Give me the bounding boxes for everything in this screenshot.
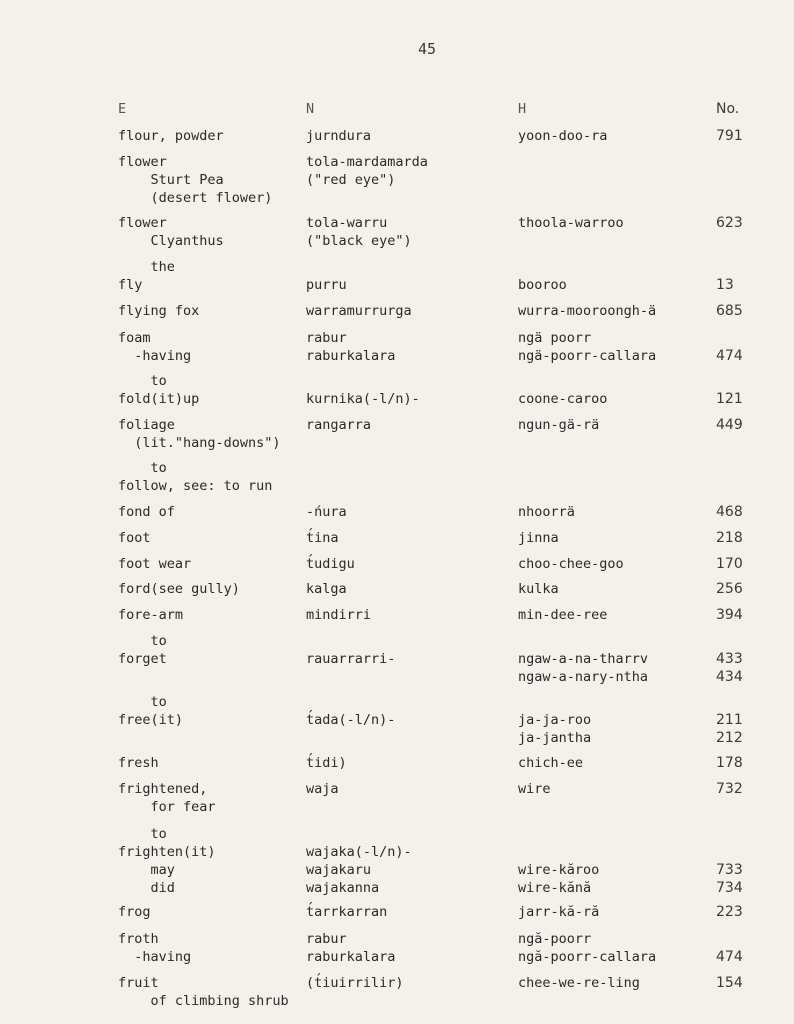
entry-number: 733 734: [716, 862, 743, 896]
entry-number: 732: [716, 781, 743, 797]
h-term: booroo: [518, 277, 567, 293]
h-term: wire: [518, 781, 551, 797]
entry-number: 211 212: [716, 712, 743, 746]
native-term: rauarrarri-: [306, 651, 396, 667]
native-term: t́ada(-l/n)-: [306, 712, 396, 728]
native-term: jurndura: [306, 128, 372, 144]
english-term: froth -having: [118, 931, 192, 965]
page-number: 45: [418, 40, 437, 58]
entry-number: 468: [716, 504, 743, 520]
native-term: waja: [306, 781, 339, 797]
native-term: rabur raburkalara: [306, 330, 396, 364]
english-term: frightened, for fear: [118, 781, 216, 815]
h-term: chich-ee: [518, 755, 584, 771]
native-term: tola-mardamarda ("red eye"): [306, 154, 428, 188]
english-term: flower Clyanthus: [118, 215, 224, 249]
english-term: to free(it): [118, 694, 184, 728]
entry-number: 685: [716, 303, 743, 319]
english-term: ford(see gully): [118, 581, 240, 597]
native-term: purru: [306, 277, 347, 293]
entry-number: 256: [716, 581, 743, 597]
english-term: foot wear: [118, 556, 192, 572]
h-term: yoon-doo-ra: [518, 128, 608, 144]
h-term: ngă-poorr ngă-poorr-callara: [518, 931, 657, 965]
native-term: tola-warru ("black eye"): [306, 215, 412, 249]
entry-number: 170: [716, 556, 743, 572]
english-term: fore-arm: [118, 607, 184, 623]
h-term: chee-we-re-ling: [518, 975, 640, 991]
native-term: t́arrkarran: [306, 904, 388, 920]
header-english: E: [118, 101, 127, 117]
native-term: rabur raburkalara: [306, 931, 396, 965]
english-term: the fly: [118, 259, 175, 293]
h-term: choo-chee-goo: [518, 556, 624, 572]
entry-number: 121: [716, 391, 743, 407]
entry-number: 178: [716, 755, 743, 771]
english-term: fresh: [118, 755, 159, 771]
h-term: min-dee-ree: [518, 607, 608, 623]
header-native: N: [306, 101, 315, 117]
english-term: flying fox: [118, 303, 200, 319]
native-term: (t́iuirrilir): [306, 975, 404, 991]
entry-number: 791: [716, 128, 743, 144]
entry-number: 449: [716, 417, 743, 433]
h-term: wurra-mooroongh-ä: [518, 303, 657, 319]
header-h: H: [518, 101, 527, 117]
header-number: No.: [716, 101, 740, 117]
h-term: ja-ja-roo ja-jantha: [518, 712, 592, 746]
h-term: kulka: [518, 581, 559, 597]
h-term: nhoorrä: [518, 504, 575, 520]
h-term: jinna: [518, 530, 559, 546]
entry-number: 433 434: [716, 651, 743, 685]
entry-number: 623: [716, 215, 743, 231]
english-term: fruit of climbing shrub: [118, 975, 289, 1009]
native-term: wajaka(-l/n)- wajakaru wajakanna: [306, 844, 412, 896]
native-term: kurnika(-l/n)-: [306, 391, 420, 407]
h-term: jarr-kă-ră: [518, 904, 600, 920]
entry-number: 474: [716, 949, 743, 965]
native-term: kalga: [306, 581, 347, 597]
h-term: thoola-warroo: [518, 215, 624, 231]
english-term: to forget: [118, 633, 167, 667]
english-term: foot: [118, 530, 151, 546]
english-term: to fold(it)up: [118, 373, 200, 407]
english-term: to follow, see: to run: [118, 460, 273, 494]
h-term: coone-caroo: [518, 391, 608, 407]
native-term: -ńura: [306, 504, 347, 520]
native-term: t́udigu: [306, 556, 355, 572]
h-term: wire-kăroo wire-kănă: [518, 862, 600, 896]
entry-number: 394: [716, 607, 743, 623]
entry-number: 474: [716, 348, 743, 364]
english-term: fond of: [118, 504, 175, 520]
english-term: flour, powder: [118, 128, 224, 144]
english-term: foam -having: [118, 330, 192, 364]
english-term: flower Sturt Pea (desert flower): [118, 154, 273, 206]
entry-number: 223: [716, 904, 743, 920]
entry-number: 218: [716, 530, 743, 546]
h-term: ngä poorr ngä-poorr-callara: [518, 330, 657, 364]
native-term: t́idi): [306, 755, 347, 771]
h-term: ngaw-a-na-tharrv ngaw-a-nary-ntha: [518, 651, 649, 685]
native-term: rangarra: [306, 417, 372, 433]
english-term: to frighten(it) may did: [118, 826, 216, 896]
native-term: t́ina: [306, 530, 339, 546]
english-term: frog: [118, 904, 151, 920]
native-term: warramurrurga: [306, 303, 412, 319]
native-term: mindirri: [306, 607, 372, 623]
english-term: foliage (lit."hang-downs"): [118, 417, 281, 451]
h-term: ngun-gä-rä: [518, 417, 600, 433]
entry-number: 154: [716, 975, 743, 991]
entry-number: 13: [716, 277, 734, 293]
